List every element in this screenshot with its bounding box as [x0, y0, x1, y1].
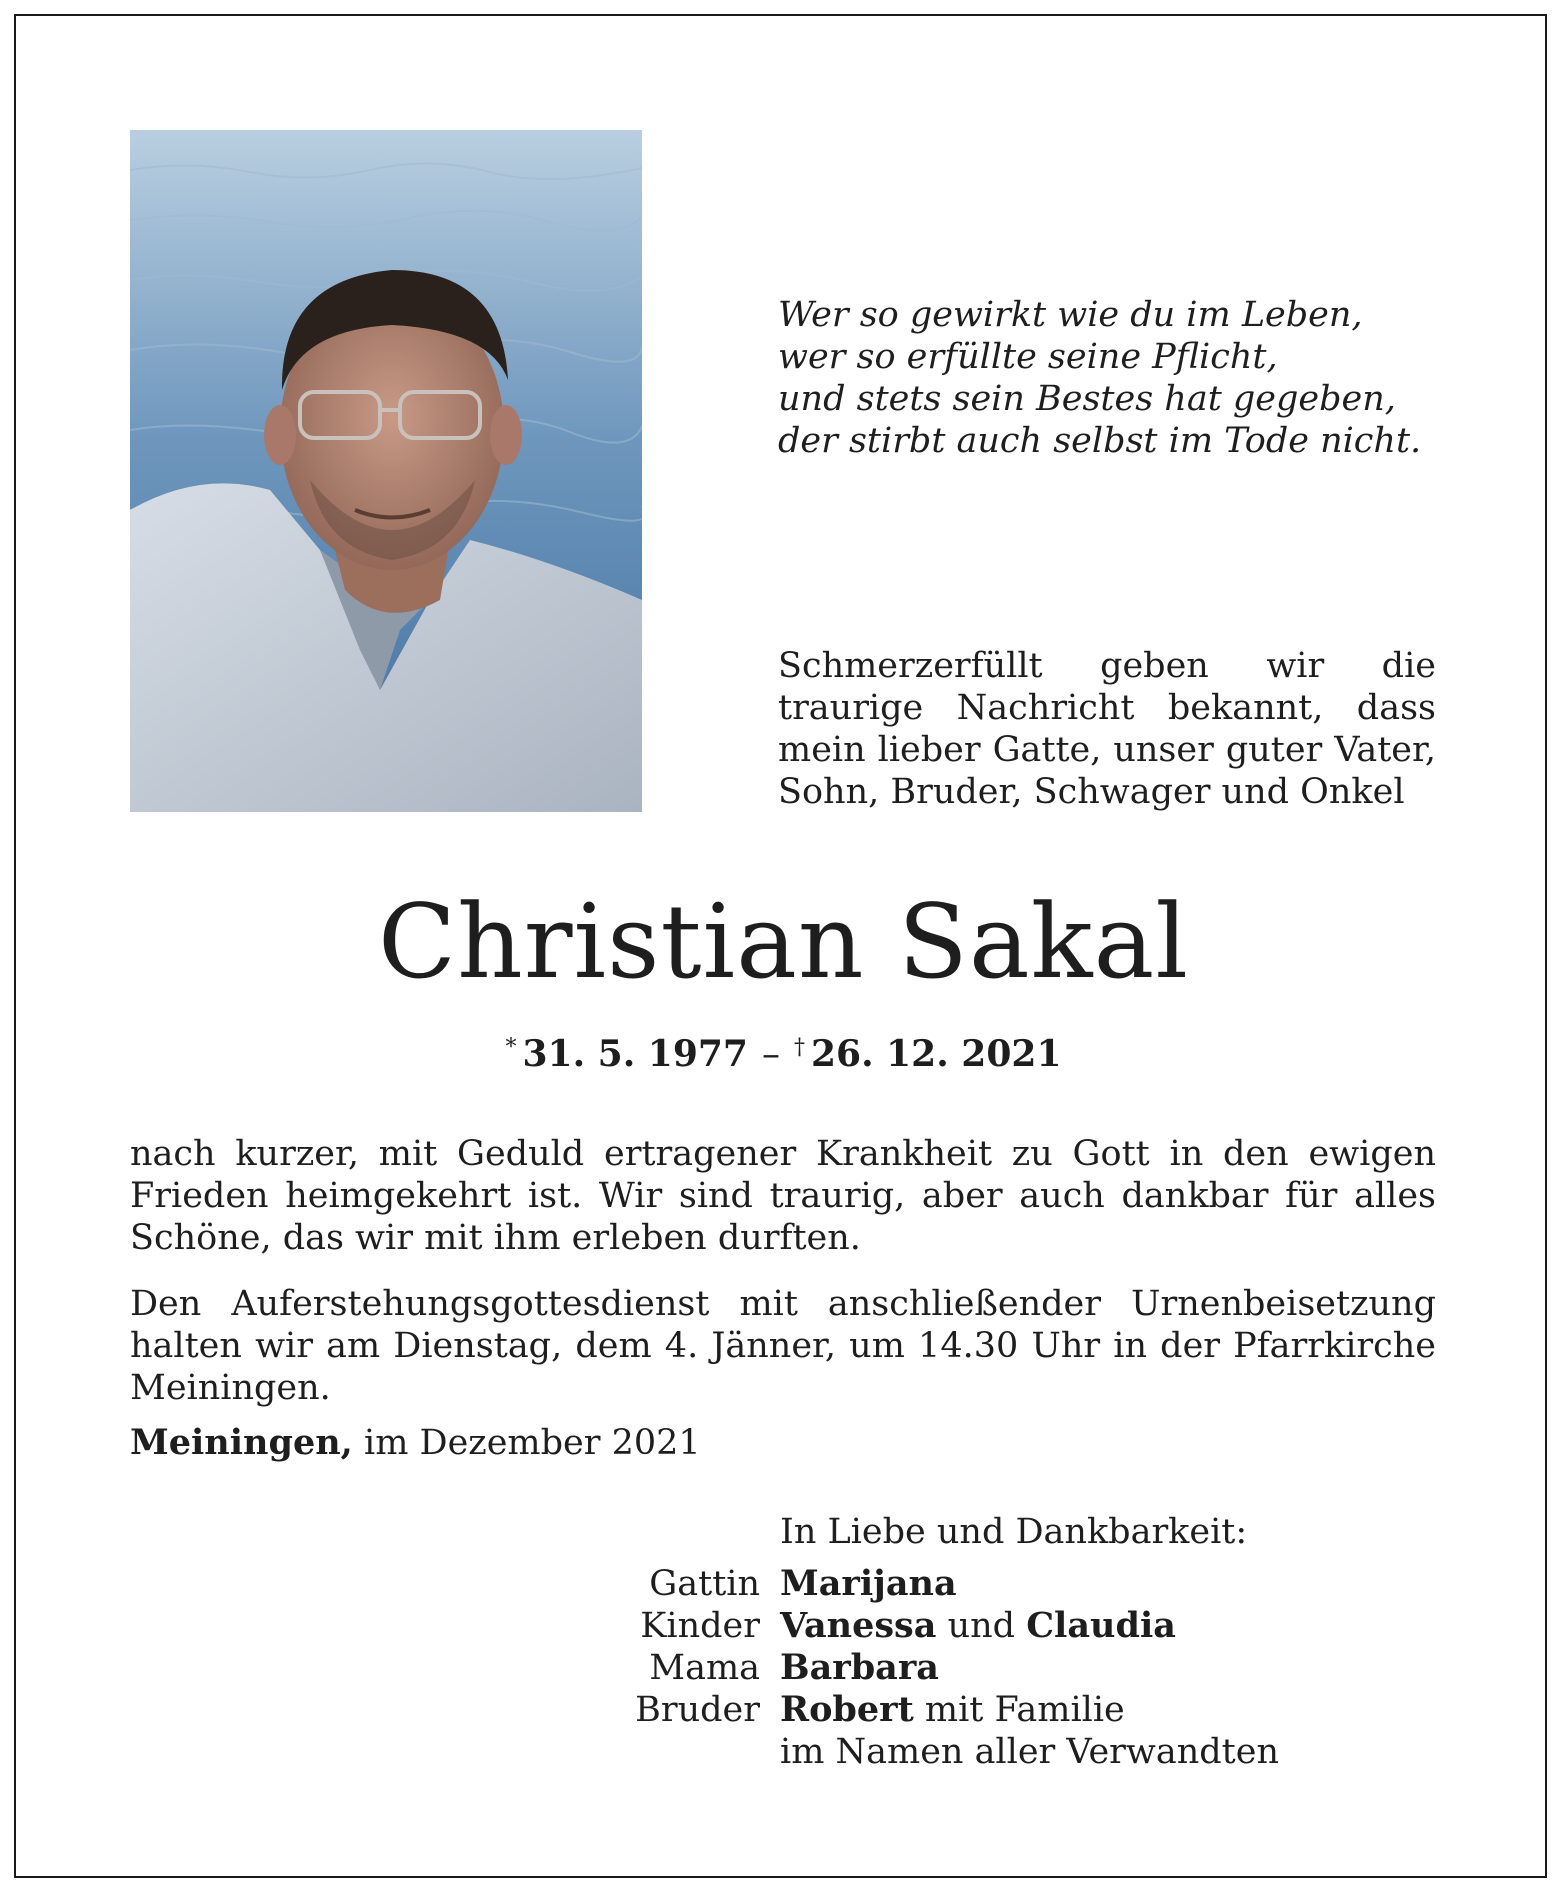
place-date: [130, 1422, 701, 1464]
poem-line: der stirbt auch selbst im Tode nicht.: [778, 421, 1422, 461]
poem-line: wer so erfüllte seine Pflicht,: [778, 337, 1278, 377]
place-date-text: im Dezember 2021: [352, 1423, 701, 1463]
life-dates: [0, 1025, 1567, 1078]
family-member: [780, 1647, 939, 1689]
family-list: [560, 1563, 1460, 1773]
relation-label: Kinder: [640, 1606, 760, 1646]
closing-line: In Liebe und Dankbarkeit:: [780, 1512, 1248, 1552]
member-name: Claudia: [1026, 1605, 1176, 1646]
family-row: [560, 1647, 1460, 1689]
member-name: Barbara: [780, 1647, 939, 1688]
family-member: [780, 1563, 957, 1605]
place-town: Meiningen,: [130, 1422, 353, 1463]
family-row: [560, 1605, 1460, 1647]
family-row: [560, 1731, 1460, 1773]
family-row: [560, 1563, 1460, 1605]
death-symbol: †: [793, 1035, 805, 1060]
relatives-line: im Namen aller Verwandten: [780, 1732, 1279, 1772]
body-paragraph-1: nach kurzer, mit Geduld ertragener Krankheit zu Gott in den ewigen Frieden heimgekehrt ist. Wir sind traurig, aber auch dankbar für alles Schöne, das wir mit ihm erleben durften.: [130, 1134, 1436, 1258]
birth-date: 31. 5. 1977: [522, 1033, 748, 1075]
member-name: Robert: [780, 1689, 914, 1730]
announcement-intro: Schmerzerfüllt geben wir die traurige Nachricht bekannt, dass mein lieber Gatte, unser guter Vater, Sohn, Bruder, Schwager und Onkel: [778, 646, 1436, 812]
family-member: [780, 1605, 1176, 1647]
poem-line: und stets sein Bestes hat gegeben,: [778, 379, 1396, 419]
family-member: [780, 1689, 1125, 1731]
relation-label: Bruder: [635, 1690, 760, 1730]
member-name: Vanessa: [780, 1605, 937, 1646]
deceased-name: Christian Sakal: [378, 883, 1189, 1002]
death-date: 26. 12. 2021: [810, 1033, 1062, 1075]
poem-line: Wer so gewirkt wie du im Leben,: [778, 295, 1363, 335]
relation-label: Mama: [649, 1648, 760, 1688]
portrait-image: [130, 130, 642, 812]
portrait-photo: [130, 130, 642, 812]
family-row: [560, 1689, 1460, 1731]
body-paragraph-2: Den Auferstehungsgottesdienst mit anschließender Urnenbeisetzung halten wir am Dienstag, dem 4. Jänner, um 14.30 Uhr in der Pfarrkirche Meiningen.: [130, 1284, 1436, 1408]
member-name: Marijana: [780, 1563, 957, 1604]
date-separator: –: [761, 1034, 780, 1075]
member-joiner: und: [936, 1606, 1027, 1646]
relation-label: Gattin: [649, 1564, 760, 1604]
member-suffix: mit Familie: [913, 1690, 1125, 1730]
birth-symbol: *: [505, 1035, 517, 1060]
poem: [778, 294, 1478, 462]
